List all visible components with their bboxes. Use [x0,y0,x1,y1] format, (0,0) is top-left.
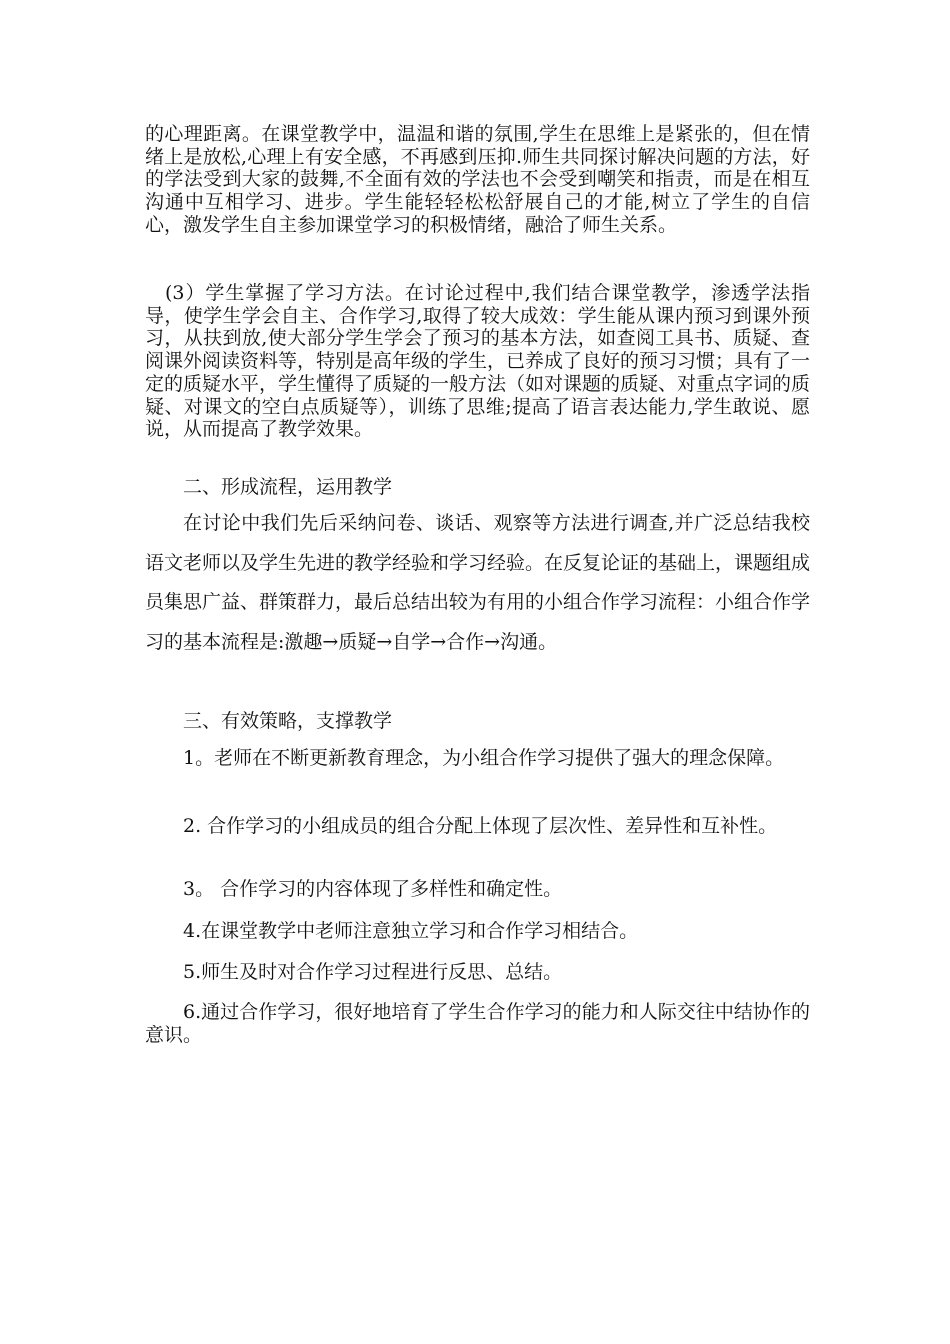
list-item-3: 3。 合作学习的内容体现了多样性和确定性。 [183,878,563,900]
paragraph-3: (3）学生掌握了学习方法。在讨论过程中,我们结合课堂教学，渗透学法指导，使学生学会自主、合作学习,取得了较大成效：学生能从课内预习到课外预习，从扶到放,使大部分学生学会了预习的基本方法，如查阅工具书、质疑、查阅课外阅读资料等，特别是高年级的学生，已养成了良好的预习习惯；具有了一定的质疑水平，学生懂得了质疑的一般方法（如对课题的质疑、对重点字词的质疑、对课文的空白点质疑等），训练了思维;提高了语言表达能力,学生敢说、愿说，从而提高了教学效果。 [145,282,811,441]
heading-section-3: 三、有效策略，支撑教学 [183,710,393,732]
list-item-4: 4.在课堂教学中老师注意独立学习和合作学习相结合。 [183,920,639,942]
list-item-1: 1。老师在不断更新教育理念，为小组合作学习提供了强大的理念保障。 [183,747,785,769]
heading-section-2: 二、形成流程，运用教学 [183,476,393,498]
list-item-2: 2. 合作学习的小组成员的组合分配上体现了层次性、差异性和互补性。 [183,815,778,837]
list-item-5: 5.师生及时对合作学习过程进行反思、总结。 [183,961,563,983]
paragraph-continuation: 的心理距离。在课堂教学中，温温和谐的氛围,学生在思维上是紧张的，但在情绪上是放松,心理上有安全感，不再感到压抑.师生共同探讨解决问题的方法，好的学法受到大家的鼓舞,不全面有效的学法也不会受到嘲笑和指责，而是在相互沟通中互相学习、进步。学生能轻轻松松舒展自己的才能,树立了学生的自信心，激发学生自主参加课堂学习的积极情绪，融洽了师生关系。 [145,123,810,236]
list-item-6: 6.通过合作学习，很好地培育了学生合作学习的能力和人际交往中结协作的意识。 [145,1001,810,1046]
paragraph-flow: 在讨论中我们先后采纳问卷、谈话、观察等方法进行调查,并广泛总结我校语文老师以及学生先进的教学经验和学习经验。在反复论证的基础上，课题组成员集思广益、群策群力，最后总结出较为有用的小组合作学习流程：小组合作学习的基本流程是:激趣→质疑→自学→合作→沟通。 [145,512,811,653]
